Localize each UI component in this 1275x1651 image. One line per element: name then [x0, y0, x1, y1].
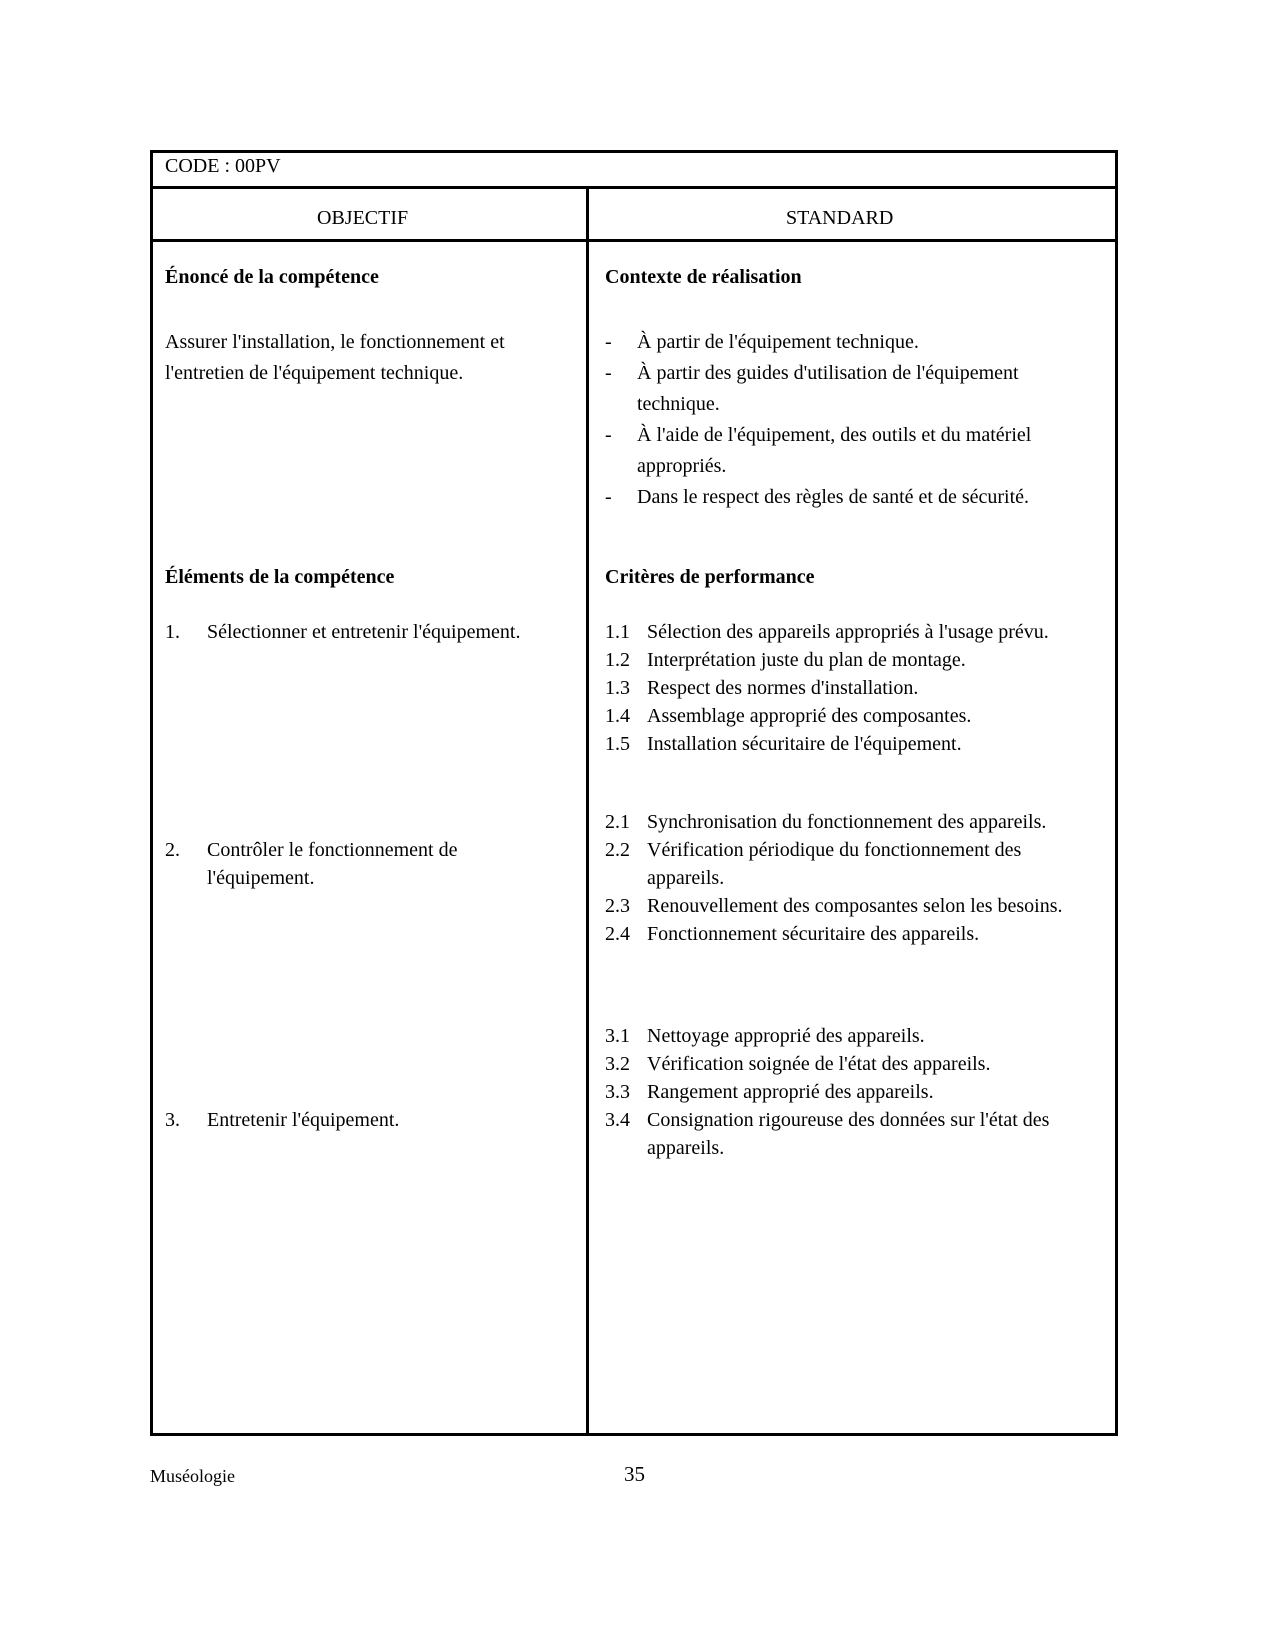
context-item: - Dans le respect des règles de santé et de sécurité.	[605, 482, 1105, 513]
criteria-title: Critères de performance	[605, 566, 815, 588]
element-item	[165, 618, 617, 646]
statement-line: l'entretien de l'équipement technique.	[165, 362, 464, 384]
divider-after-code	[153, 186, 1115, 189]
dash-bullet: -	[605, 424, 612, 446]
competency-table	[150, 150, 1118, 1436]
criteria-group	[605, 1022, 1105, 1162]
criteria-group	[605, 618, 1105, 758]
criterion: 2.3 Renouvellement des composantes selon les besoins.	[605, 895, 1063, 917]
element-number: 3.	[165, 1109, 180, 1131]
context-item: - À l'aide de l'équipement, des outils et du matériel appropriés.	[605, 420, 1105, 482]
code-label: CODE : 00PV	[165, 155, 281, 177]
criterion: 1.1 Sélection des appareils appropriés à l'usage prévu.	[605, 621, 1049, 643]
element-text: Entretenir l'équipement.	[207, 1109, 400, 1131]
context-item: - À partir de l'équipement technique.	[605, 327, 1105, 358]
criterion: 3.1 Nettoyage approprié des appareils.	[605, 1025, 925, 1047]
criterion: 1.4 Assemblage approprié des composantes.	[605, 705, 972, 727]
element-text: Sélectionner et entretenir l'équipement.	[207, 621, 521, 643]
context-item: - À partir des guides d'utilisation de l'équipement technique.	[605, 358, 1105, 420]
dash-bullet: -	[605, 486, 612, 508]
statement-title: Énoncé de la compétence	[165, 266, 379, 288]
element-number: 1.	[165, 621, 180, 643]
element-number: 2.	[165, 839, 180, 861]
context-list	[605, 327, 1105, 513]
dash-bullet: -	[605, 331, 612, 353]
criterion: 3.2 Vérification soignée de l'état des appareils.	[605, 1053, 991, 1075]
criterion: 1.5 Installation sécuritaire de l'équipement.	[605, 733, 962, 755]
criterion: 3.3 Rangement approprié des appareils.	[605, 1081, 934, 1103]
element-text: Contrôler le fonctionnement de l'équipement.	[207, 839, 458, 889]
criteria-group	[605, 808, 1075, 948]
dash-bullet: -	[605, 362, 612, 384]
criterion: 3.4 Consignation rigoureuse des données sur l'état des appareils.	[605, 1109, 1050, 1159]
footer-title: Muséologie	[150, 1466, 235, 1486]
criterion: 2.1 Synchronisation du fonctionnement des appareils.	[605, 811, 1047, 833]
divider-after-header	[153, 239, 1115, 242]
element-item	[165, 1106, 617, 1134]
header-objectif: OBJECTIF	[317, 207, 409, 229]
element-item	[165, 836, 507, 892]
criterion: 2.2 Vérification périodique du fonctionnement des appareils.	[605, 839, 1022, 889]
context-title: Contexte de réalisation	[605, 266, 802, 288]
header-standard: STANDARD	[786, 207, 894, 229]
criterion: 1.3 Respect des normes d'installation.	[605, 677, 919, 699]
statement-line: Assurer l'installation, le fonctionnement et	[165, 331, 505, 353]
competency-statement	[165, 327, 575, 389]
page-number: 35	[624, 1462, 645, 1486]
criterion: 1.2 Interprétation juste du plan de montage.	[605, 649, 966, 671]
criterion: 2.4 Fonctionnement sécuritaire des appareils.	[605, 923, 980, 945]
column-divider	[586, 189, 589, 1433]
elements-title: Éléments de la compétence	[165, 566, 395, 588]
